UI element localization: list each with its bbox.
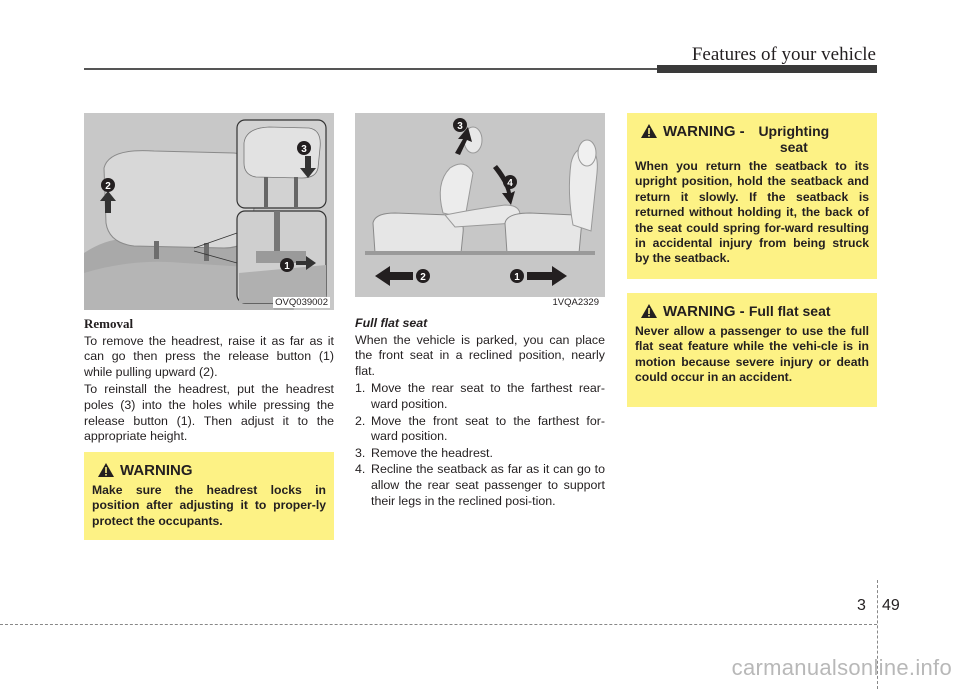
warning-title <box>635 303 869 320</box>
warning-box-full-flat-seat <box>627 293 877 407</box>
warning-triangle-icon <box>641 124 657 138</box>
list-text: Move the front seat to the farthest for-ward position. <box>371 413 605 444</box>
page-number: 49 <box>882 597 900 614</box>
list-number: 3. <box>355 445 366 460</box>
svg-text:2: 2 <box>105 181 111 192</box>
callout-4-icon <box>503 175 517 189</box>
svg-text:1: 1 <box>284 261 290 272</box>
warning-label: WARNING - <box>663 123 749 140</box>
list-text: Move the rear seat to the farthest rear-ward position. <box>371 381 605 411</box>
list-item <box>355 414 605 445</box>
full-flat-intro: When the vehicle is parked, you can place the front seat in a reclined position, nearly flat. <box>355 332 605 378</box>
removal-paragraph-2: To reinstall the headrest, put the headrest poles (3) into the holes while pressing the release button (1). Then adjust it to the appropriate height. <box>84 382 334 444</box>
warning-triangle-icon <box>98 463 114 477</box>
figure-code-left: OVQ039002 <box>275 297 328 308</box>
warning-box-uprighting-seat <box>627 113 877 279</box>
removal-paragraph-1: To remove the headrest, raise it as far as it can go then press the release button (1) while pulling upward (2). <box>84 333 334 379</box>
warning-title <box>635 123 869 155</box>
callout-3b-icon <box>453 118 467 132</box>
figure-code-mid: 1VQA2329 <box>552 297 599 308</box>
warning-body: Never allow a passenger to use the full flat seat feature while the vehi-cle is in motion because severe injury or death could occur in an accident. <box>635 324 869 385</box>
removal-section <box>84 316 334 447</box>
warning-label: WARNING <box>120 462 193 479</box>
warning-label: WARNING - <box>663 303 749 320</box>
list-item <box>355 381 605 412</box>
list-text: Recline the seatback as far as it can go to allow the rear seat passenger to support their legs in the reclined posi-tion. <box>371 462 605 508</box>
warning-title <box>92 462 326 479</box>
footer-rule <box>0 624 877 625</box>
warning-triangle-icon <box>641 304 657 318</box>
warning-box-headrest <box>84 452 334 540</box>
svg-text:3: 3 <box>301 144 307 155</box>
callout-2-icon <box>101 178 115 192</box>
full-flat-section <box>355 316 605 510</box>
callout-1-icon <box>280 258 294 272</box>
list-text: Remove the headrest. <box>371 445 493 460</box>
list-number: 1. <box>355 381 366 396</box>
page-header-title: Features of your vehicle <box>691 44 876 65</box>
svg-text:3: 3 <box>457 121 463 132</box>
removal-heading: Removal <box>84 316 134 331</box>
warning-subtitle: Uprighting seat <box>758 123 830 155</box>
full-flat-heading: Full flat seat <box>355 316 428 330</box>
list-number: 2. <box>355 413 366 428</box>
header-rule <box>84 68 657 70</box>
section-number: 3 <box>857 597 866 614</box>
full-flat-seat-illustration <box>355 113 605 310</box>
callout-2b-icon <box>416 269 430 283</box>
svg-text:1: 1 <box>514 272 520 283</box>
svg-text:4: 4 <box>507 178 513 189</box>
watermark: carmanualsonline.info <box>731 655 952 680</box>
callout-3-icon <box>297 141 311 155</box>
callout-1b-icon <box>510 269 524 283</box>
warning-body: When you return the seatback to its upright position, hold the seatback and return it slowly. If the seatback is returned without holding it, the back of the seat could spring for-ward resulting in accidental injury from being struck by the seatback. <box>635 159 869 266</box>
header-bar <box>657 65 877 73</box>
svg-text:2: 2 <box>420 272 426 283</box>
list-item <box>355 446 605 462</box>
warning-body: Make sure the headrest locks in position after adjusting it to proper-ly protect the occupants. <box>92 483 326 528</box>
list-number: 4. <box>355 462 366 477</box>
headrest-illustration <box>84 113 334 310</box>
warning-subtitle: Full flat seat <box>748 303 831 319</box>
seat-drawing <box>355 113 605 310</box>
list-item <box>355 462 605 509</box>
